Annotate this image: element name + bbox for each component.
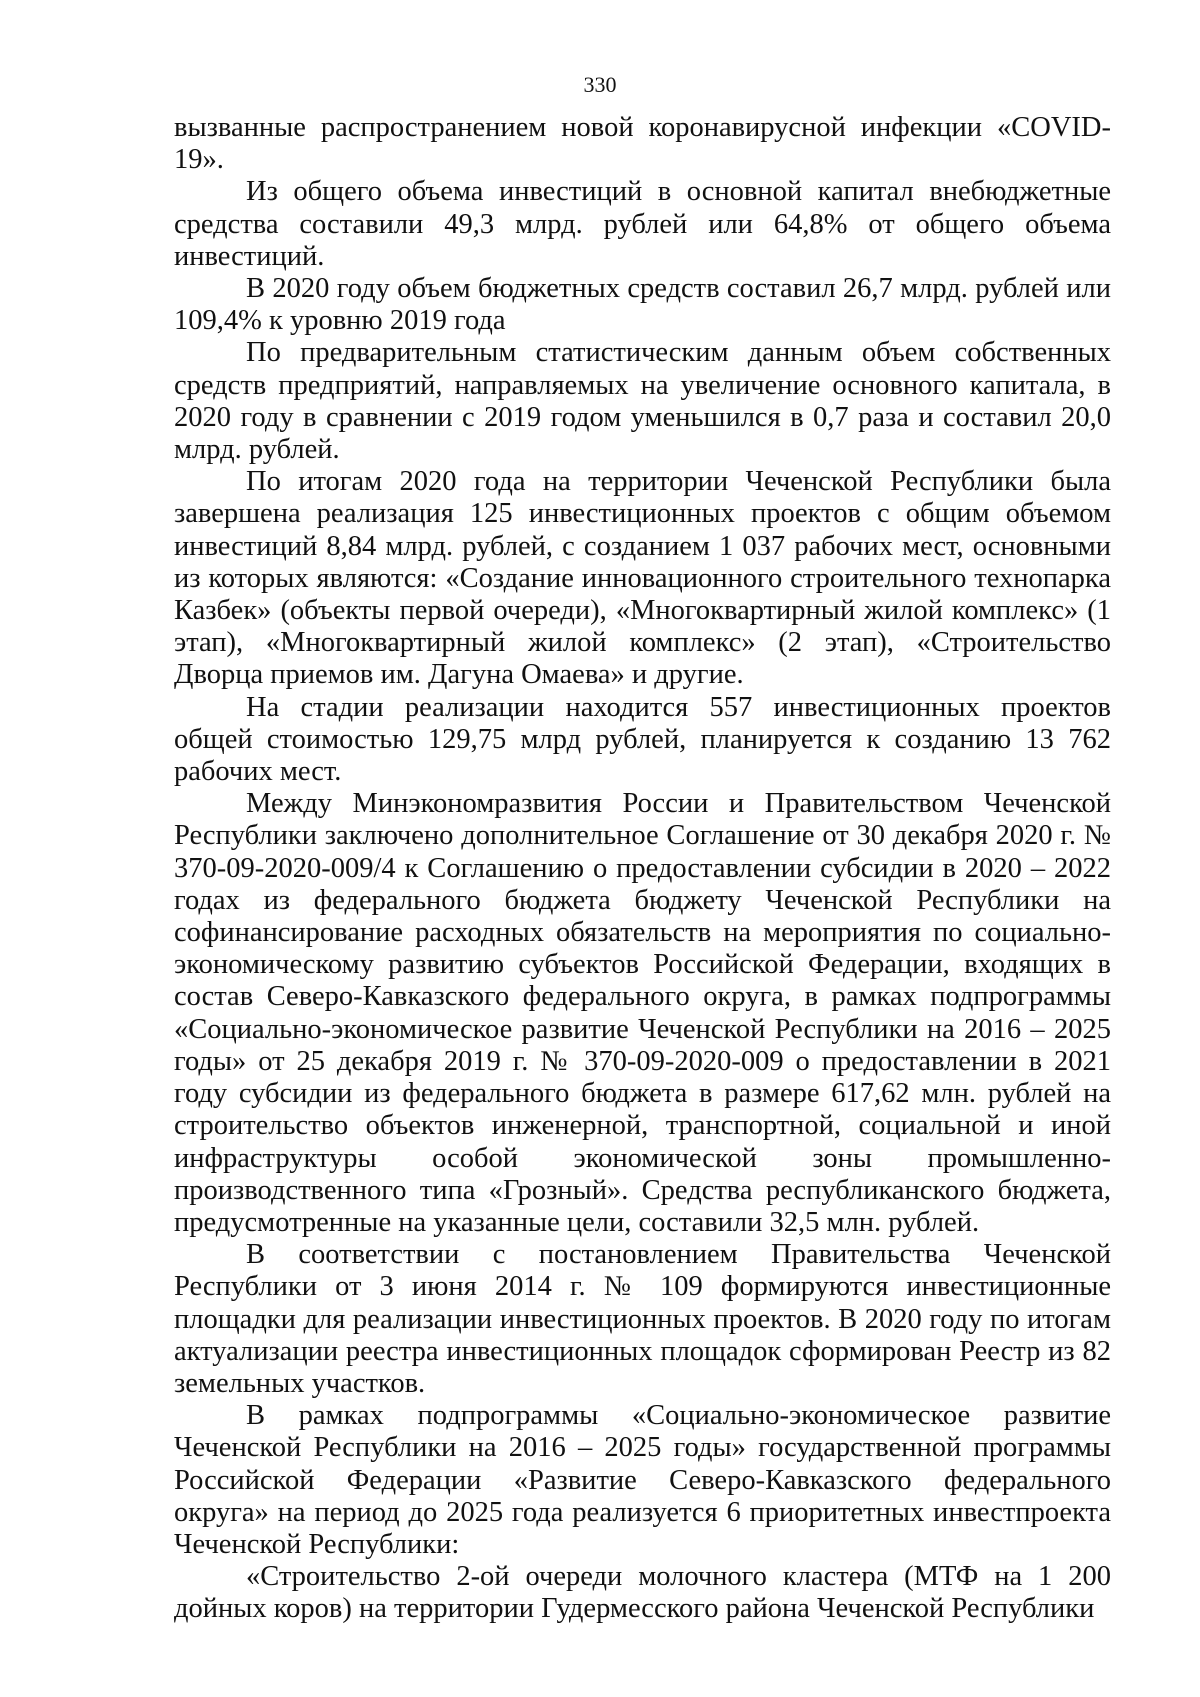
paragraph-projects-in-progress: На стадии реализации находится 557 инвестиционных проектов общей стоимостью 129,75 млрд рублей, планируется к созданию 13 762 рабочих мест. bbox=[174, 691, 1111, 788]
paragraph-priority-projects: В рамках подпрограммы «Социально-экономическое развитие Чеченской Республики на 2016 – 2025 годы» государственной программы Российской Федерации «Развитие Северо-Кавказского федерального округа» на период до 2025 года реализуется 6 приоритетных инвестпроекта Чеченской Республики: bbox=[174, 1400, 1111, 1560]
paragraph-investment-sites: В соответствии с постановлением Правительства Чеченской Республики от 3 июня 2014 г. № 109 формируются инвестиционные площадки для реализации инвестиционных проектов. В 2020 году по итогам актуализации реестра инвестиционных площадок сформирован Реестр из 82 земельных участков. bbox=[174, 1239, 1111, 1399]
paragraph-extrabudgetary-funds: Из общего объема инвестиций в основной капитал внебюджетные средства составили 49,3 млрд. рублей или 64,8% от общего объема инвестиций. bbox=[174, 176, 1111, 272]
paragraph-dairy-cluster: «Строительство 2-ой очереди молочного кластера (МТФ на 1 200 дойных коров) на территории Гудермесского района Чеченской Республики bbox=[174, 1561, 1111, 1625]
document-body bbox=[174, 112, 1111, 1626]
paragraph-own-funds: По предварительным статистическим данным объем собственных средств предприятий, направляемых на увеличение основного капитала, в 2020 году в сравнении с 2019 годом уменьшился в 0,7 раза и составил 20,0 млрд. рублей. bbox=[174, 337, 1111, 466]
paragraph-budget-funds: В 2020 году объем бюджетных средств составил 26,7 млрд. рублей или 109,4% к уровню 2019 года bbox=[174, 273, 1111, 337]
page-number: 330 bbox=[583, 72, 617, 97]
paragraph-covid-continuation: вызванные распространением новой коронавирусной инфекции «COVID-19». bbox=[174, 112, 1111, 176]
paragraph-completed-projects: По итогам 2020 года на территории Чеченской Республики была завершена реализация 125 инвестиционных проектов с общим объемом инвестиций 8,84 млрд. рублей, с созданием 1 037 рабочих мест, основными из которых являются: «Создание инновационного строительного технопарка Казбек» (объекты первой очереди), «Многоквартирный жилой комплекс» (1 этап), «Многоквартирный жилой комплекс» (2 этап), «Строительство Дворца приемов им. Дагуна Омаева» и другие. bbox=[174, 466, 1111, 691]
paragraph-subsidy-agreement: Между Минэкономразвития России и Правительством Чеченской Республики заключено дополнительное Соглашение от 30 декабря 2020 г. № 370-09-2020-009/4 к Соглашению о предоставлении субсидии в 2020 – 2022 годах из федерального бюджета бюджету Чеченской Республики на софинансирование расходных обязательств на мероприятия по социально-экономическому развитию субъектов Российской Федерации, входящих в состав Северо-Кавказского федерального округа, в рамках подпрограммы «Социально-экономическое развитие Чеченской Республики на 2016 – 2025 годы» от 25 декабря 2019 г. № 370-09-2020-009 о предоставлении в 2021 году субсидии из федерального бюджета в размере 617,62 млн. рублей на строительство объектов инженерной, транспортной, социальной и иной инфраструктуры особой экономической зоны промышленно-производственного типа «Грозный». Средства республиканского бюджета, предусмотренные на указанные цели, составили 32,5 млн. рублей. bbox=[174, 788, 1111, 1238]
